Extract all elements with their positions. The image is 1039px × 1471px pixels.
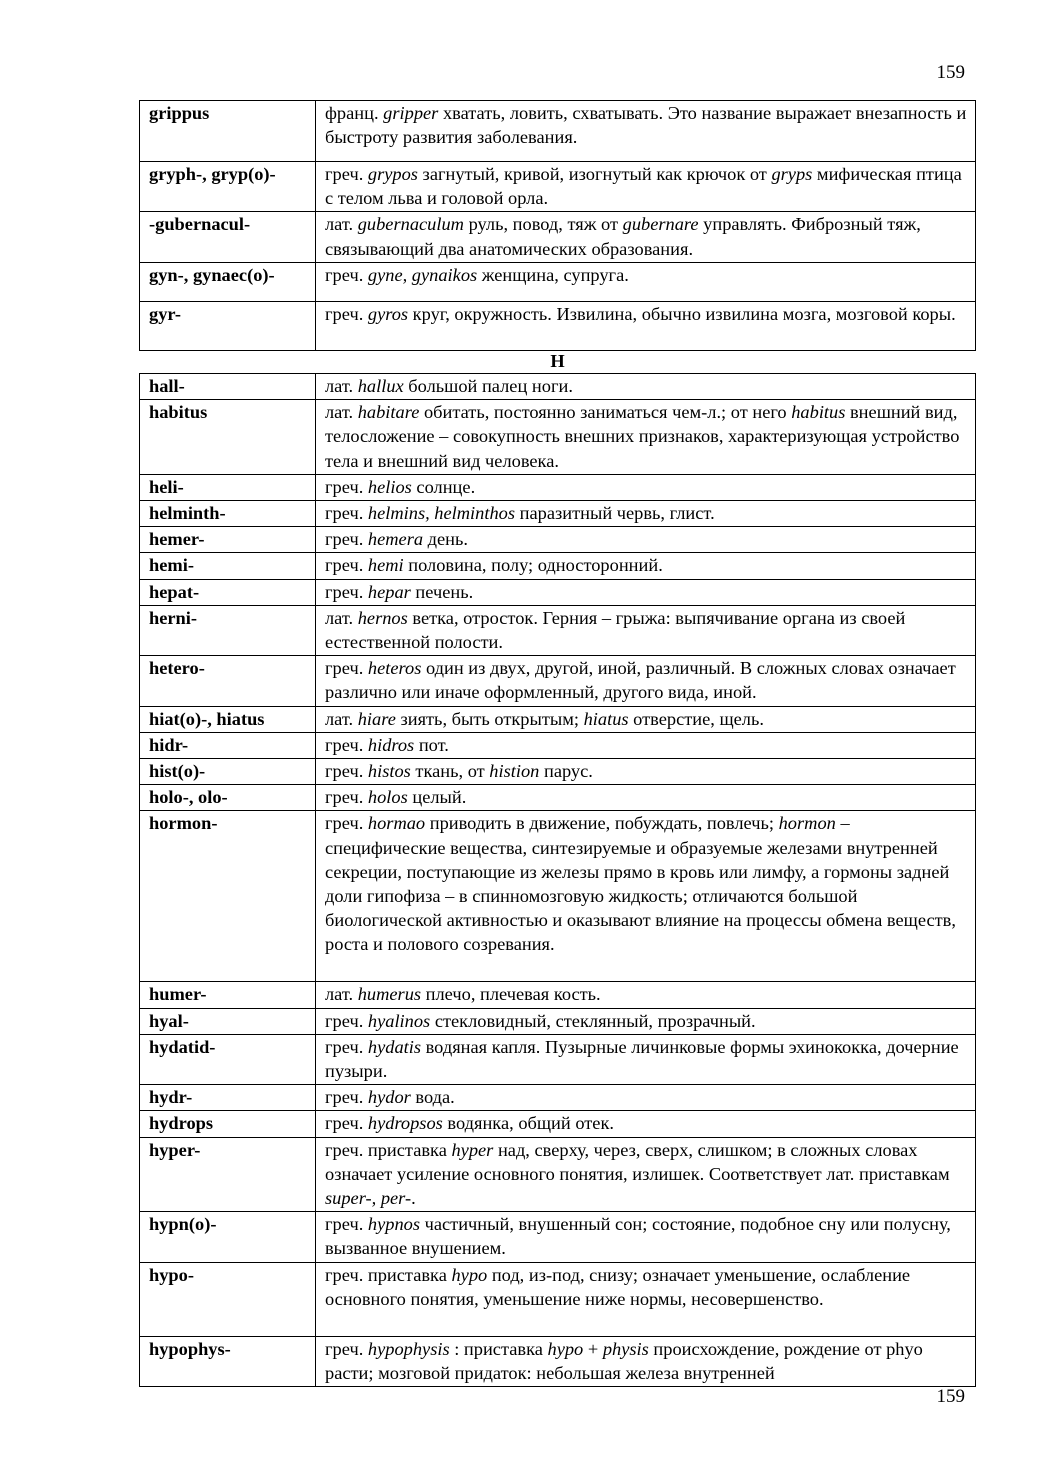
definition-italic-text: helmins, helminthos [367, 503, 516, 524]
term-cell: hydr- [140, 1085, 316, 1111]
definition-text: частичный, внушенный сон; состояние, подобное сну или полусну, вызванное внушением. [325, 1214, 951, 1259]
glossary-row [140, 1034, 976, 1084]
definition-text: лат. [325, 607, 358, 628]
page-number-bottom: 159 [936, 1386, 965, 1407]
definition-text: греч. [325, 264, 368, 285]
definition-italic-text: histion [489, 761, 540, 782]
definition-italic-text: grypos [367, 164, 418, 184]
glossary-row [140, 262, 976, 301]
definition-italic-text: hormon [778, 813, 836, 834]
glossary-row [140, 982, 976, 1008]
definition-text: греч. [325, 529, 368, 550]
definition-text: греч. [325, 1338, 368, 1359]
glossary-row [140, 1336, 976, 1386]
definition-text: один из двух, другой, иной, различный. В сложных словах означает различно или иначе оформленный, другого вида, иной. [325, 658, 956, 703]
definition-italic-text: physis [602, 1338, 649, 1359]
definition-italic-text: hidros [367, 734, 415, 755]
definition-italic-text: habitare [357, 402, 420, 423]
definition-cell [316, 1212, 976, 1262]
definition-cell [316, 1137, 976, 1212]
glossary-row [140, 579, 976, 605]
definition-text: греч. [325, 1214, 368, 1235]
definition-italic-text: hiatus [583, 708, 629, 729]
definition-cell [316, 162, 976, 212]
term-cell: gyr- [140, 301, 316, 350]
definition-cell [316, 759, 976, 785]
definition-italic-text: hiare [357, 708, 396, 729]
definition-cell [316, 1085, 976, 1111]
definition-text: стекловидный, стеклянный, прозрачный. [430, 1010, 756, 1031]
glossary-row [140, 656, 976, 706]
term-cell: herni- [140, 605, 316, 655]
definition-text: водяная капля. Пузырные личинковые формы эхинококка, дочерние пузыри. [325, 1036, 959, 1082]
definition-text: греч. [325, 787, 368, 808]
glossary-row [140, 759, 976, 785]
definition-text: греч. [325, 303, 368, 324]
definition-cell [316, 579, 976, 605]
definition-text: зиять, быть открытым; [395, 708, 584, 729]
definition-italic-text: hypophysis [367, 1338, 450, 1359]
definition-text: лат. [325, 402, 358, 423]
glossary-row [140, 785, 976, 811]
definition-text: греч. [325, 1036, 368, 1057]
term-cell: holo-, olo- [140, 785, 316, 811]
definition-text: мифическая птица с телом льва и головой орла. [325, 164, 962, 209]
definition-text: день. [423, 529, 468, 550]
definition-text: греч. [325, 734, 368, 755]
definition-text: парус. [539, 761, 593, 782]
term-cell: hist(o)- [140, 759, 316, 785]
definition-text: греч. [325, 658, 368, 679]
definition-text: греч. [325, 1010, 368, 1031]
definition-italic-text: gubernare [622, 214, 699, 235]
glossary-row [140, 527, 976, 553]
definition-cell [316, 301, 976, 350]
definition-text: круг, окружность. Извилина, обычно извилина мозга, мозговой коры. [408, 303, 956, 324]
definition-cell [316, 101, 976, 162]
definition-italic-text: hyalinos [367, 1010, 431, 1031]
definition-cell [316, 656, 976, 706]
definition-text: : приставка [449, 1338, 548, 1359]
definition-cell [316, 212, 976, 262]
definition-italic-text: hypo [547, 1338, 584, 1359]
definition-text: греч. приставка [325, 1139, 452, 1160]
definition-italic-text: super-, per- [325, 1188, 412, 1209]
definition-text: целый. [407, 787, 467, 808]
definition-italic-text: gripper [383, 103, 439, 123]
definition-cell [316, 374, 976, 400]
definition-text: загнутый, кривой, изогнутый как крючок от [417, 164, 772, 184]
definition-text: греч. приставка [325, 1264, 452, 1285]
definition-cell [316, 1262, 976, 1336]
definition-cell [316, 1008, 976, 1034]
definition-cell [316, 400, 976, 475]
glossary-row [140, 1137, 976, 1212]
definition-text: ткань, от [410, 761, 490, 782]
definition-text: половина, полу; односторонний. [403, 555, 663, 576]
glossary-row [140, 474, 976, 500]
definition-text: греч. [325, 813, 368, 834]
definition-text: отверстие, щель. [628, 708, 764, 729]
term-cell: hepat- [140, 579, 316, 605]
definition-text: греч. [325, 761, 368, 782]
glossary-row [140, 1008, 976, 1034]
definition-text: франц. [325, 103, 384, 123]
definition-text: лат. [325, 214, 358, 235]
glossary-row [140, 212, 976, 262]
definition-italic-text: hernos [357, 607, 408, 628]
term-cell: gryph-, gryp(o)- [140, 162, 316, 212]
definition-italic-text: holos [367, 787, 408, 808]
definition-cell [316, 1336, 976, 1386]
definition-text: плечо, плечевая кость. [421, 984, 601, 1005]
glossary-row [140, 1085, 976, 1111]
definition-cell [316, 1034, 976, 1084]
definition-italic-text: histos [367, 761, 411, 782]
glossary-row [140, 501, 976, 527]
definition-text: солнце. [411, 476, 476, 497]
term-cell: hetero- [140, 656, 316, 706]
definition-cell [316, 785, 976, 811]
definition-text: женщина, супруга. [477, 264, 629, 285]
definition-italic-text: humerus [357, 984, 422, 1005]
definition-cell [316, 706, 976, 732]
definition-italic-text: hormao [367, 813, 426, 834]
term-cell: heli- [140, 474, 316, 500]
term-cell: helminth- [140, 501, 316, 527]
definition-italic-text: hypnos [367, 1214, 420, 1235]
glossary-row [140, 553, 976, 579]
definition-italic-text: hemi [367, 555, 404, 576]
term-cell: -gubernacul- [140, 212, 316, 262]
definition-cell [316, 553, 976, 579]
definition-text: + [583, 1338, 603, 1359]
definition-cell [316, 474, 976, 500]
term-cell: hyper- [140, 1137, 316, 1212]
page-number-top: 159 [936, 62, 965, 83]
definition-italic-text: heteros [367, 658, 422, 679]
definition-italic-text: gubernaculum [357, 214, 464, 235]
definition-cell [316, 262, 976, 301]
glossary-row [140, 162, 976, 212]
term-cell: hemi- [140, 553, 316, 579]
definition-text: хватать, ловить, схватывать. Это название выражает внезапность и быстроту развития заболевания. [325, 103, 967, 148]
glossary-row [140, 400, 976, 475]
term-cell: hall- [140, 374, 316, 400]
term-cell: hyal- [140, 1008, 316, 1034]
term-cell: hemer- [140, 527, 316, 553]
definition-italic-text: gyne, gynaikos [367, 264, 478, 285]
definition-italic-text: habitus [791, 402, 846, 423]
definition-cell [316, 605, 976, 655]
definition-italic-text: hydropsos [367, 1113, 443, 1134]
definition-italic-text: hallux [357, 376, 404, 396]
definition-text: над, сверху, через, сверх, слишком; в сложных словах означает усиление основного понятия, излишек. Соответствует лат. приставкам [325, 1139, 950, 1184]
term-cell: hypophys- [140, 1336, 316, 1386]
term-cell: hypn(o)- [140, 1212, 316, 1262]
term-cell: hydatid- [140, 1034, 316, 1084]
definition-text: греч. [325, 1113, 368, 1134]
definition-text: обитать, постоянно заниматься чем-л.; от него [419, 402, 792, 423]
glossary-row [140, 101, 976, 162]
definition-text: вода. [410, 1087, 455, 1108]
definition-text: лат. [325, 708, 358, 729]
term-cell: hiat(o)-, hiatus [140, 706, 316, 732]
glossary-row [140, 301, 976, 350]
definition-italic-text: hydor [367, 1087, 411, 1108]
definition-text: греч. [325, 503, 368, 524]
definition-cell [316, 811, 976, 982]
definition-cell [316, 1111, 976, 1137]
definition-text: греч. [325, 1087, 368, 1108]
definition-italic-text: gyros [367, 303, 409, 324]
section-letter: H [550, 351, 565, 371]
definition-text: ветка, отросток. Герния – грыжа: выпячивание органа из своей естественной полости. [325, 607, 906, 653]
definition-italic-text: hemera [367, 529, 424, 550]
glossary-row [140, 732, 976, 758]
definition-text: приводить в движение, побуждать, повлечь; [425, 813, 779, 834]
glossary-row [140, 811, 976, 982]
definition-italic-text: hypo [451, 1264, 488, 1285]
definition-italic-text: hydatis [367, 1036, 422, 1057]
definition-text: происхождение, рождение от phyo расти; мозговой придаток: небольшая железа внутренней [325, 1338, 923, 1383]
definition-text: пот. [414, 734, 449, 755]
term-cell: hydrops [140, 1111, 316, 1137]
term-cell: grippus [140, 101, 316, 162]
definition-cell [316, 732, 976, 758]
definition-text: греч. [325, 164, 368, 184]
glossary-row [140, 1111, 976, 1137]
definition-text: водянка, общий отек. [442, 1113, 615, 1134]
glossary-table-h [139, 373, 976, 1387]
definition-text: большой палец ноги. [403, 376, 573, 396]
definition-text: управлять. Фиброзный тяж, связывающий два анатомических образования. [325, 214, 921, 259]
term-cell: habitus [140, 400, 316, 475]
definition-cell [316, 501, 976, 527]
definition-cell [316, 982, 976, 1008]
definition-text: руль, повод, тяж от [463, 214, 623, 235]
glossary-row [140, 1212, 976, 1262]
definition-text: лат. [325, 984, 358, 1005]
term-cell: hidr- [140, 732, 316, 758]
glossary-table-g [139, 100, 976, 351]
definition-text: . [411, 1188, 416, 1209]
definition-text: греч. [325, 555, 368, 576]
glossary-row [140, 1262, 976, 1336]
glossary-row [140, 706, 976, 732]
definition-text: греч. [325, 476, 368, 497]
term-cell: hormon- [140, 811, 316, 982]
definition-italic-text: helios [367, 476, 412, 497]
definition-text: греч. [325, 581, 368, 602]
definition-text: под, из-под, снизу; означает уменьшение, ослабление основного понятия, уменьшение ниже нормы, несовершенство. [325, 1264, 911, 1309]
definition-text: – специфические вещества, синтезируемые и образуемые железами внутренней секреции, поступающие из железы прямо в кровь или лимфу, а гормоны задней доли гипофиза – в спинномозговую жидкость; отличаются большой биологической активностью и оказывают влияние на процессы обмена веществ, роста и полового созревания. [325, 813, 956, 955]
definition-text: внешний вид, телосложение – совокупность внешних признаков, характеризующая устройство тела и внешний вид человека. [325, 402, 960, 471]
definition-cell [316, 527, 976, 553]
definition-italic-text: gryps [771, 164, 813, 184]
term-cell: hypo- [140, 1262, 316, 1336]
definition-italic-text: hyper [451, 1139, 494, 1160]
definition-text: печень. [410, 581, 474, 602]
glossary-row [140, 374, 976, 400]
term-cell: gyn-, gynaec(o)- [140, 262, 316, 301]
definition-text: паразитный червь, глист. [515, 503, 715, 524]
definition-italic-text: hepar [367, 581, 411, 602]
definition-text: лат. [325, 376, 358, 396]
glossary-row [140, 605, 976, 655]
term-cell: humer- [140, 982, 316, 1008]
